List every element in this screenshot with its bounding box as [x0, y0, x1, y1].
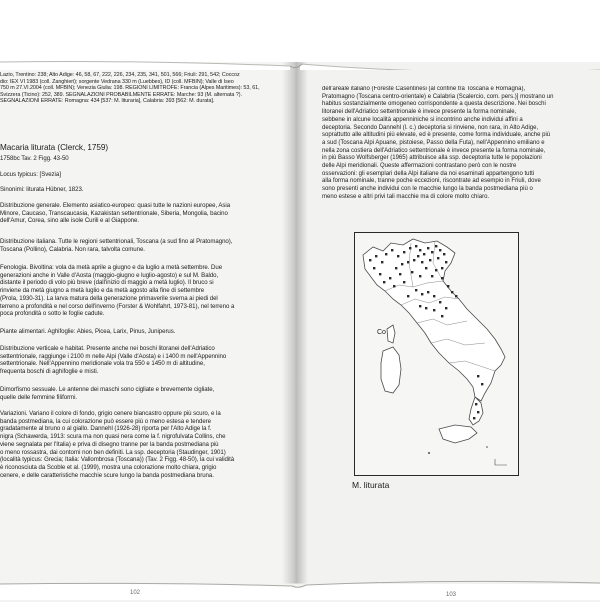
distribution-map: [354, 232, 519, 476]
corsica-label: Co: [377, 329, 386, 336]
section-food-plants: [0, 328, 284, 336]
text-line: nigra (Schawerda, 1913: scura ma non quasi nera come la f. nigrofulvata Collins, che: [0, 433, 226, 441]
text-line: distante il periodo di volo più breve (dall'inizio di maggio a metà luglio). Il bruco si: [0, 279, 214, 287]
records-line: SEGNALAZIONI ERRATE: Romagna: 434 [537: M. lituraria], Calabria: 393 [562: M. durata].: [0, 98, 215, 105]
text-line: delle Alpi meridionali. Queste affermazioni contrastano però con le nostre: [322, 163, 517, 170]
text-line: dell'Amur, Corea, sino alle isole Curili e al Giappone.: [0, 217, 139, 225]
page-number-left: 102: [130, 590, 141, 596]
type-locality: Locus typicus: [Svezia]: [0, 171, 61, 178]
text-line: alla forma nominale, tranne poche eccezioni, riscontrate ad esempio in Friuli, dove: [322, 178, 541, 185]
section-italian-distribution: [0, 238, 284, 253]
text-line: Distribuzione verticale e habitat. Presente anche nei boschi litoranei dell'Adriatico: [0, 345, 215, 352]
section-variations: [0, 410, 284, 479]
book-gutter: [282, 62, 308, 598]
text-line: è riconosciuta da Scoble et al. (1999), mostra una colorazione molto chiara, grigio: [0, 463, 217, 471]
plate-reference: 1758bc Tav. 2 Figg. 43-50: [0, 155, 69, 162]
text-line: Dimorfismo sessuale. Le antenne dei maschi sono cigliate e brevemente cigliate,: [0, 386, 215, 393]
map-caption: M. liturata: [352, 480, 390, 490]
text-line: meno estese e altri privi tali macchie ma di colore molto chiaro.: [322, 193, 490, 200]
section-vertical-distribution: [0, 345, 284, 376]
text-line: viene segnalata per l'Italia) e priva di disegno tranne per la banda postmediana più: [0, 440, 219, 448]
records-line: Lazio, Trentino: 238; Alto Adige: 46, 58, 67, 222, 226, 234, 235, 341, 501, 566; Friuli: 291, 542; Coccoz: [0, 72, 240, 78]
italy-map-svg: [355, 233, 518, 475]
text-line: dell'areale italiano (Foreste Casentinesi (al confine tra Toscana e Romagna),: [322, 86, 526, 92]
records-line: dio: IEX VI 1983 (coll. Zanghieri); sorgente Vedrana 330 m (Luebbes), ID (coll. MFBIN); Valle di Iseo: [0, 78, 234, 85]
text-line: Fenologia. Bivoltina: vola da metà aprile a giugno e da luglio a metà settembre. Due: [0, 264, 223, 271]
text-line: cenere, e delle caratteristiche macchie scure lungo la banda postmediana bruna.: [0, 471, 214, 479]
corsica-outline: [387, 325, 395, 343]
text-line: soprattutto alle altitudini più elevate, ed è presente, come forma individuale, anche più: [322, 132, 551, 139]
text-line: in più Basso Wolfsberger (1965) attribuisce alla ssp. deceptoria tutte le popolazioni: [322, 155, 542, 162]
text-line: Toscana (Pollino), Calabria. Non rara, talvolta comune.: [0, 245, 145, 253]
text-line: generazioni anche in Valle d'Aosta (maggio-giugno e luglio-agosto) e sul M. Baldo,: [0, 271, 219, 279]
records-line: Svizzera (Ticino): 252, 389. SEGNALAZIONI PROBABILMENTE ERRATE: Marche: 93 (M. alternata ?).: [0, 91, 242, 98]
species-title: Macaria liturata (Clerck, 1759): [0, 143, 109, 152]
section-general-distribution: [0, 202, 284, 225]
text-line: nella zona costiera dell'Adriatico settentrionale è invece presente la forma nominale,: [322, 147, 546, 154]
text-line: a sud (Toscana Alpi Apuane, pistoiese, Passo della Futa), nell'Appennino emiliano e: [322, 139, 545, 146]
text-line: osservazioni: gli esemplari della Alpi italiane da noi esaminati appartengono tutti: [322, 170, 535, 177]
text-line: quelle delle femmine filiformi.: [0, 393, 78, 401]
text-line: Variazioni. Variano il colore di fondo, grigio cenere biancastro oppure più scuro, e la: [0, 410, 221, 417]
sicily-outline: [439, 425, 477, 443]
text-line: Minore, Caucaso, Transcaucasia, Kazakistan settentrionale, Siberia, Mongolia, bacino: [0, 209, 228, 217]
text-line: habitus sostanzialmente omogeneo corrispondente a questa descrizione. Nei boschi: [322, 101, 546, 108]
text-line: (località typicus: Grecia; Italia: Vallombrosa (Toscana)) (Tav. 2 Figg. 48-50), la cui validità: [0, 456, 235, 464]
page-number-right: 103: [446, 592, 457, 598]
synonyms: Sinonimi: liturata Hübner, 1823.: [0, 186, 84, 193]
text-line: sono presenti anche individui con le macchie lungo la banda postmediana più o: [322, 186, 533, 193]
page-top-edge: [0, 0, 600, 70]
text-line: (Prola, 1930-31). La larva matura della generazione primaverile sverna ai piedi del: [0, 294, 218, 302]
text-line: deceptoria. Secondo Dannehl (l. c.) deceptoria si rinviene, non rara, in Alto Adige,: [322, 124, 539, 131]
text-line: rinviene da metà giugno a metà luglio e da metà agosto alla fine di settembre: [0, 287, 205, 295]
sardinia-outline: [381, 347, 401, 393]
section-sexual-dimorphism: [0, 386, 284, 401]
text-line: Pratomagno (Toscana centro-orientale) e Calabria (Scalercio, com. pers.)] mostrano un: [322, 93, 554, 100]
text-line: Piante alimentari. Aghifoglie: Abies, Picea, Larix, Pinus, Juniperus.: [0, 328, 176, 335]
records-line: 750 m 27.VI.2004 (coll. MFBIN); Venezia Giulia: 198. REGIONI LIMITROFE: Francia (Alpes Maritimes): 53, 61,: [0, 85, 260, 92]
text-line: sebbene in alcune località appenniniche si incontrino anche individui affini a: [322, 116, 523, 123]
text-line: terreno a profondità e nel corso dell'inverno (Forster & Wohlfahrt, 1973-81), nel terreno a: [0, 302, 235, 310]
text-line: frequenta boschi di aghifoglie e misti.: [0, 368, 99, 376]
text-line: settentrionale. Nell'Appennino meridionale vola tra 550 e 1450 m di altitudine,: [0, 360, 205, 368]
section-phenology: [0, 264, 284, 318]
text-line: o meno rossastra, dai contorni non ben definiti. La ssp. deceptoria (Staudinger, 1901): [0, 448, 226, 456]
text-line: Distribuzione generale. Elemento asiatico-europeo: quasi tutte le nazioni europee, Asia: [0, 202, 231, 209]
text-line: poca profondità o sotto le foglie cadute.: [0, 310, 105, 318]
page-bottom-edge: [0, 580, 600, 600]
text-line: gradatamente al bruno o al giallo. Dannehl (1926-28) riporta per l'Alto Adige la f.: [0, 425, 212, 433]
right-page-text: [322, 86, 590, 202]
text-line: banda postmediana, la cui colorazione può essere più o meno estesa e tendere: [0, 417, 211, 425]
text-line: litoranei dell'Adriatico settentrionale è invece presente la forma nominale,: [322, 109, 517, 116]
text-line: Distribuzione italiana. Tutte le regioni settentrionali, Toscana (a sud fino al Pratomagno),: [0, 238, 233, 245]
distribution-records: [0, 72, 284, 105]
text-line: settentrionale, raggiunge i 2100 m nelle Alpi (Valle d'Aosta) e i 1400 m nell'Appennino: [0, 352, 227, 360]
